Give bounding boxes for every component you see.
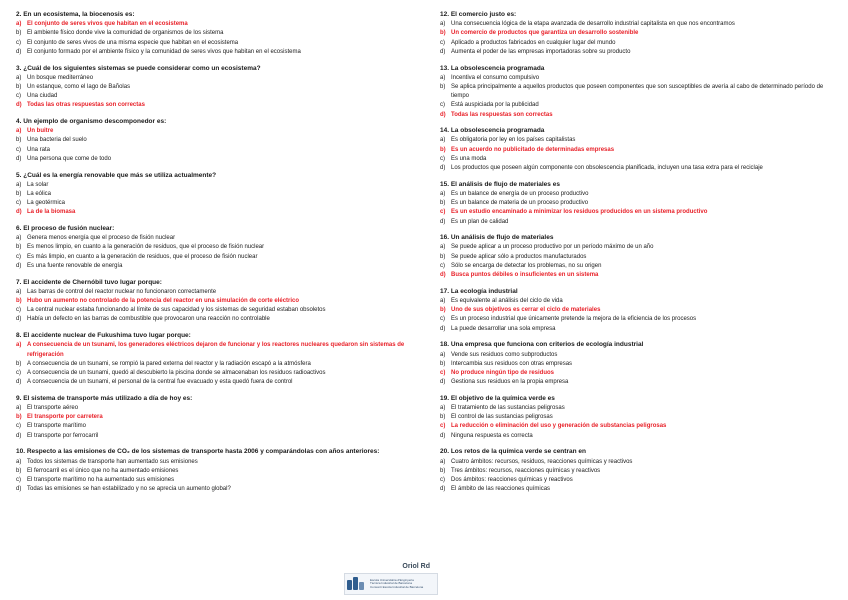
option-letter: a) [440, 297, 446, 304]
answer-option [16, 155, 416, 164]
option-letter: b) [440, 146, 446, 153]
answer-option [16, 378, 416, 387]
option-text: La solar [27, 181, 49, 188]
option-text: Una bacteria del suelo [27, 137, 87, 144]
answer-option [440, 253, 832, 262]
answer-option [16, 360, 416, 369]
correct-answer-option [440, 306, 832, 315]
question-title: 6. El proceso de fusión nuclear: [16, 225, 115, 233]
option-text: Dos ámbitos: reacciones químicas y reactivos [451, 476, 573, 483]
option-text: Es un proceso industrial que únicamente pretende la mejora de la eficiencia de los procesos [451, 316, 697, 323]
option-text: La geotérmica [27, 200, 66, 207]
option-letter: d) [16, 209, 22, 216]
option-letter: b) [16, 137, 22, 144]
option-text: Es un estudio encaminado a minimizar los residuos producidos en un sistema productivo [451, 209, 708, 216]
answer-option [440, 262, 832, 271]
answer-option [440, 83, 832, 101]
option-letter: a) [440, 405, 446, 412]
answer-option [440, 432, 832, 441]
option-letter: d) [440, 111, 446, 118]
answer-option [440, 325, 832, 334]
option-letter: b) [16, 30, 22, 37]
question-block [440, 126, 832, 173]
option-text: Todos los sistemas de transporte han aumentado sus emisiones [27, 458, 198, 465]
answer-option [440, 20, 832, 29]
option-letter: c) [440, 369, 446, 376]
answer-option [440, 485, 832, 494]
question-block [16, 117, 416, 164]
answer-option [16, 243, 416, 252]
question-block [440, 287, 832, 334]
option-text: Es una moda [451, 155, 487, 162]
option-text: El transporte por carretera [27, 414, 103, 421]
question-title: 13. La obsolescencia programada [440, 64, 545, 72]
option-text: Es equivalente al análisis del ciclo de vida [451, 297, 563, 304]
option-letter: d) [16, 262, 22, 269]
option-letter: a) [16, 405, 22, 412]
option-text: Se aplica principalmente a aquellos productos que poseen componentes que son susceptibles de avería al cabo de determinado período de tiempo [451, 83, 824, 100]
answer-option [16, 234, 416, 243]
answer-option [440, 360, 832, 369]
answer-option [440, 315, 832, 324]
option-text: El transporte aéreo [27, 405, 79, 412]
option-text: La puede desarrollar una sola empresa [451, 325, 556, 332]
answer-option [440, 39, 832, 48]
author-name: Oriol Rd [402, 563, 430, 570]
option-letter: c) [440, 102, 445, 109]
option-letter: d) [16, 379, 22, 386]
option-text: Todas las respuestas son correctas [451, 111, 553, 118]
option-letter: b) [440, 253, 446, 260]
answer-option [440, 404, 832, 413]
correct-answer-option [440, 111, 832, 120]
question-title: 14. La obsolescencia programada [440, 127, 545, 135]
option-text: El ambiente físico donde vive la comunidad de organismos de los sistema [27, 30, 224, 37]
option-letter: b) [16, 190, 22, 197]
answer-option [440, 101, 832, 110]
option-text: Todas las otras respuestas son correctas [27, 102, 145, 109]
option-letter: b) [440, 360, 446, 367]
option-text: No produce ningún tipo de residuos [451, 369, 554, 376]
option-text: Tres ámbitos: recursos, reacciones químicas y reactivos [451, 467, 601, 474]
question-block [440, 394, 832, 441]
answer-option [440, 378, 832, 387]
option-letter: c) [16, 476, 21, 483]
option-letter: d) [440, 325, 446, 332]
option-text: El ferrocarril es el único que no ha aumentado emisiones [27, 467, 179, 474]
option-text: Es menos limpio, en cuanto a la generación de residuos, que el proceso de fisión nuclear [27, 244, 265, 251]
option-letter: d) [16, 432, 22, 439]
answer-option [16, 422, 416, 431]
option-text: Uno de sus objetivos es cerrar el ciclo de materiales [451, 307, 601, 314]
question-title: 12. El comercio justo es: [440, 11, 517, 18]
question-block [16, 64, 416, 111]
question-title: 17. La ecología industrial [440, 287, 518, 295]
school-logo [344, 573, 438, 595]
answer-option [16, 190, 416, 199]
right-column [440, 10, 832, 501]
correct-answer-option [16, 101, 416, 110]
option-text: Está auspiciada por la publicidad [451, 102, 539, 109]
option-text: El transporte marítimo [27, 423, 87, 430]
option-text: El control de las sustancias peligrosas [451, 414, 553, 421]
option-letter: a) [440, 244, 446, 251]
question-block [440, 233, 832, 280]
option-text: Sólo se encarga de detectar los problemas, no su origen [451, 262, 602, 269]
correct-answer-option [440, 271, 832, 280]
option-letter: a) [16, 74, 22, 81]
answer-option [440, 476, 832, 485]
answer-option [16, 29, 416, 38]
option-letter: a) [440, 458, 446, 465]
option-letter: c) [440, 262, 445, 269]
question-title: 3. ¿Cuál de los siguientes sistemas se puede considerar como un ecosistema? [16, 64, 261, 72]
option-text: Aplicado a productos fabricados en cualquier lugar del mundo [451, 39, 616, 46]
option-letter: c) [16, 423, 21, 430]
option-text: Gestiona sus residuos en la propia empresa [451, 379, 569, 386]
option-letter: a) [16, 288, 22, 295]
option-letter: c) [16, 146, 21, 153]
option-text: Es un acuerdo no publicitado de determinadas empresas [451, 146, 615, 153]
answer-option [440, 48, 832, 57]
option-letter: c) [440, 316, 445, 323]
question-block [16, 394, 416, 441]
answer-option [440, 136, 832, 145]
correct-answer-option [440, 29, 832, 38]
question-block [16, 10, 416, 57]
answer-option [440, 458, 832, 467]
answer-option [16, 288, 416, 297]
answer-option [16, 467, 416, 476]
option-letter: a) [16, 21, 22, 28]
option-letter: a) [440, 351, 446, 358]
answer-option [16, 39, 416, 48]
option-text: Se puede aplicar sólo a productos manufacturados [451, 253, 587, 260]
option-letter: a) [440, 137, 446, 144]
option-text: A consecuencia de un tsunami, los generadores eléctricos dejaron de funcionar y los reactores nucleares quedaron sin sistemas de refrigeración [27, 342, 405, 358]
option-letter: b) [440, 467, 446, 474]
question-title: 8. El accidente nuclear de Fukushima tuvo lugar porque: [16, 332, 191, 340]
option-text: Una rata [27, 146, 51, 153]
question-block [16, 171, 416, 218]
question-block [16, 447, 416, 494]
option-letter: c) [16, 253, 21, 260]
option-letter: b) [440, 83, 446, 90]
option-text: Hubo un aumento no controlado de la potencia del reactor en una simulación de corte eléctrico [27, 297, 300, 304]
option-text: A consecuencia de un tsunami, quedó al descubierto la piscina donde se almacenaban los residuos radioactivos [27, 369, 326, 376]
option-text: Una ciudad [27, 93, 58, 100]
option-letter: a) [440, 74, 446, 81]
option-letter: d) [16, 48, 22, 55]
option-letter: c) [16, 307, 21, 314]
answer-option [16, 432, 416, 441]
question-title: 15. El análisis de flujo de materiales es [440, 180, 560, 188]
option-text: Un comercio de productos que garantiza un desarrollo sostenible [451, 30, 639, 37]
question-title: 5. ¿Cuál es la energía renovable que más se utiliza actualmente? [16, 171, 217, 179]
answer-option [440, 199, 832, 208]
question-title: 2. En un ecosistema, la biocenosis es: [16, 11, 135, 18]
option-letter: a) [16, 458, 22, 465]
option-letter: a) [16, 181, 22, 188]
option-text: Se puede aplicar a un proceso productivo por un período máximo de un año [451, 244, 654, 251]
answer-option [16, 262, 416, 271]
answer-option [16, 199, 416, 208]
question-title: 9. El sistema de transporte más utilizado a día de hoy es: [16, 394, 193, 402]
option-text: La reducción o eliminación del uso y generación de substancias peligrosas [451, 423, 667, 430]
answer-option [440, 190, 832, 199]
option-text: Una persona que come de todo [27, 155, 112, 162]
option-letter: a) [16, 128, 22, 135]
footer [344, 563, 436, 593]
answer-option [16, 74, 416, 83]
option-text: Aumenta el poder de las empresas importadoras sobre su producto [451, 48, 631, 55]
answer-option [16, 136, 416, 145]
answer-option [440, 218, 832, 227]
option-letter: b) [16, 244, 22, 251]
school-logo-icon [347, 576, 367, 592]
option-text: Cuatro ámbitos: recursos, residuos, reacciones químicas y reactivos [451, 458, 633, 465]
answer-option [16, 458, 416, 467]
option-letter: d) [440, 218, 446, 225]
question-block [440, 447, 832, 494]
school-logo-text: Escola Universitària d'Enginyeria Tècnica Industrial de Barcelona Consorci Escola Industrial de Barcelona [370, 577, 424, 589]
option-letter: b) [440, 414, 446, 421]
option-text: Es una fuente renovable de energía [27, 262, 123, 269]
option-text: Un bosque mediterráneo [27, 74, 94, 81]
option-text: Genera menos energía que el proceso de fisión nuclear [27, 235, 176, 242]
option-letter: d) [16, 316, 22, 323]
option-letter: c) [440, 39, 445, 46]
left-column [16, 10, 416, 501]
option-letter: b) [16, 83, 22, 90]
option-letter: d) [440, 486, 446, 493]
option-text: Es obligatoria por ley en los países capitalistas [451, 137, 576, 144]
option-text: A consecuencia de un tsunami, se rompió la pared externa del reactor y la radiación escapó a la atmósfera [27, 360, 311, 367]
option-text: Es un balance de energía de un proceso productivo [451, 190, 589, 197]
option-text: Intercambia sus residuos con otras empresas [451, 360, 573, 367]
option-letter: c) [440, 155, 445, 162]
answer-option [16, 48, 416, 57]
option-letter: d) [440, 432, 446, 439]
option-letter: b) [440, 30, 446, 37]
answer-option [440, 351, 832, 360]
option-text: Todas las emisiones se han estabilizado y no se aprecia un aumento global? [27, 486, 231, 493]
question-title: 7. El accidente de Chernóbil tuvo lugar porque: [16, 278, 162, 286]
answer-option [440, 74, 832, 83]
option-letter: a) [440, 21, 446, 28]
answer-option [16, 83, 416, 92]
question-title: 4. Un ejemplo de organismo descomponedor es: [16, 118, 167, 126]
option-letter: c) [440, 423, 446, 430]
question-block [16, 278, 416, 325]
correct-answer-option [440, 422, 832, 431]
correct-answer-option [16, 127, 416, 136]
option-letter: c) [16, 39, 21, 46]
option-letter: d) [440, 379, 446, 386]
option-text: Las barras de control del reactor nuclear no funcionaron correctamente [27, 288, 217, 295]
option-text: Había un defecto en las barras de combustible que provocaron una reacción no controlable [27, 316, 270, 323]
option-text: El ámbito de las reacciones químicas [451, 486, 551, 493]
answer-option [440, 413, 832, 422]
option-letter: a) [16, 342, 22, 349]
option-letter: d) [440, 272, 446, 279]
option-text: El conjunto de seres vivos que habitan en el ecosistema [27, 21, 188, 28]
option-letter: b) [16, 467, 22, 474]
option-text: El tratamiento de las sustancias peligrosas [451, 405, 565, 412]
option-letter: c) [440, 209, 446, 216]
option-text: Es más limpio, en cuanto a la generación de residuos, que el proceso de fisión nuclear [27, 253, 258, 260]
answer-option [16, 253, 416, 262]
option-text: Es un plan de calidad [451, 218, 509, 225]
option-text: Un buitre [27, 128, 54, 135]
option-letter: d) [16, 486, 22, 493]
answer-option [16, 315, 416, 324]
option-letter: b) [16, 297, 22, 304]
question-block [16, 331, 416, 387]
option-letter: a) [16, 235, 22, 242]
option-letter: d) [16, 102, 22, 109]
answer-option [16, 146, 416, 155]
option-letter: b) [440, 307, 446, 314]
answer-option [16, 485, 416, 494]
option-letter: d) [16, 155, 22, 162]
option-letter: a) [440, 190, 446, 197]
answer-option [16, 404, 416, 413]
question-block [440, 180, 832, 227]
option-text: La eólica [27, 190, 52, 197]
answer-option [16, 476, 416, 485]
option-text: A consecuencia de un tsunami, el personal de la central fue evacuado y esta quedó fuera de control [27, 379, 293, 386]
question-title: 10. Respecto a las emisiones de CO₂ de los sistemas de transporte hasta 2006 y comparándolas con años anteriores: [16, 448, 380, 456]
option-letter: b) [16, 414, 22, 421]
answer-option [16, 92, 416, 101]
question-block [440, 340, 832, 387]
question-title: 18. Una empresa que funciona con criterios de ecología industrial [440, 341, 644, 349]
option-letter: d) [440, 165, 446, 172]
answer-option [16, 369, 416, 378]
answer-option [440, 467, 832, 476]
option-text: Es un balance de materia de un proceso productivo [451, 200, 589, 207]
correct-answer-option [16, 297, 416, 306]
correct-answer-option [16, 208, 416, 217]
question-block [440, 64, 832, 120]
option-text: Busca puntos débiles o insuficientes en un sistema [451, 272, 599, 279]
answer-option [440, 297, 832, 306]
correct-answer-option [440, 369, 832, 378]
question-block [16, 224, 416, 271]
option-letter: d) [440, 48, 446, 55]
correct-answer-option [16, 341, 416, 359]
option-letter: c) [16, 369, 21, 376]
option-text: La central nuclear estaba funcionando al límite de sus capacidad y los sistemas de seguridad estaban obsoletos [27, 307, 326, 314]
option-text: El conjunto formado por el ambiente físico y la comunidad de seres vivos que habitan en el ecosistema [27, 48, 301, 55]
answer-option [440, 164, 832, 173]
option-letter: c) [440, 476, 445, 483]
question-title: 20. Los retos de la química verde se centran en [440, 448, 586, 456]
option-letter: c) [16, 93, 21, 100]
option-text: El transporte por ferrocarril [27, 432, 99, 439]
answer-option [440, 243, 832, 252]
question-block [440, 10, 832, 57]
question-title: 16. Un análisis de flujo de materiales [440, 234, 554, 242]
option-text: La de la biomasa [27, 209, 76, 216]
answer-option [16, 181, 416, 190]
option-text: El transporte marítimo no ha aumentado sus emisiones [27, 476, 175, 483]
option-text: El conjunto de seres vivos de una misma especie que habitan en el ecosistema [27, 39, 239, 46]
option-text: Un estanque, como el lago de Bañolas [27, 83, 131, 90]
correct-answer-option [16, 20, 416, 29]
option-letter: b) [16, 360, 22, 367]
correct-answer-option [440, 208, 832, 217]
question-title: 19. El objetivo de la química verde es [440, 394, 555, 402]
option-text: Vende sus residuos como subproductos [451, 351, 558, 358]
correct-answer-option [440, 146, 832, 155]
answer-option [16, 306, 416, 315]
option-text: Los productos que poseen algún componente con obsolescencia planificada, incluyen una tasa extra para el reciclaje [451, 165, 763, 172]
answer-option [440, 155, 832, 164]
option-text: Una consecuencia lógica de la etapa avanzada de desarrollo industrial capitalista en que nos encontramos [451, 21, 735, 28]
option-letter: b) [440, 200, 446, 207]
option-letter: c) [16, 200, 21, 207]
option-text: Ninguna respuesta es correcta [451, 432, 533, 439]
option-text: Incentiva el consumo compulsivo [451, 74, 540, 81]
correct-answer-option [16, 413, 416, 422]
